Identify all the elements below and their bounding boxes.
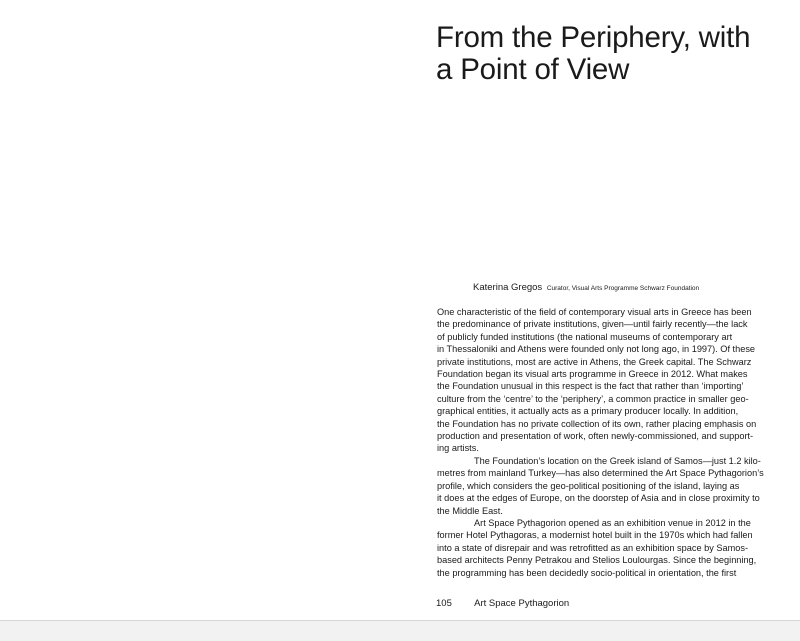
body-line: in Thessaloniki and Athens were founded only not long ago, in 1997). Of these (437, 344, 756, 355)
article-title (436, 22, 786, 86)
body-line: graphical entities, it actually acts as a primary producer locally. In addition, (437, 406, 739, 417)
author-name: Katerina Gregos (473, 282, 543, 293)
body-line: the programming has been decidedly socio-political in orientation, the first (437, 567, 737, 578)
body-line: the Middle East. (437, 505, 503, 516)
body-line: into a state of disrepair and was retrofitted as an exhibition space by Samos- (437, 542, 749, 553)
body-line: Foundation began its visual arts programme in Greece in 2012. What makes (437, 369, 748, 380)
body-line: Art Space Pythagorion opened as an exhibition venue in 2012 in the (474, 517, 751, 528)
page-footer (436, 598, 569, 610)
body-line: the Foundation has no private collection of its own, rather placing emphasis on (437, 418, 757, 429)
page-number: 105 (436, 598, 452, 609)
body-line: the Foundation unusual in this respect is the fact that rather than ‘importing’ (437, 381, 744, 392)
body-line: metres from mainland Turkey—has also determined the Art Space Pythagorion’s (437, 468, 764, 479)
body-line: The Foundation’s location on the Greek island of Samos—just 1.2 kilo- (474, 455, 761, 466)
body-line: the predominance of private institutions, given—until fairly recently—the lack (437, 319, 748, 330)
body-line: One characteristic of the field of contemporary visual arts in Greece has been (437, 307, 752, 317)
body-line: former Hotel Pythagoras, a modernist hotel built in the 1970s which had fallen (437, 530, 753, 541)
byline (473, 282, 793, 295)
article-body (437, 306, 787, 579)
body-line: ing artists. (437, 443, 479, 454)
body-line: private institutions, most are active in Athens, the Greek capital. The Schwarz (437, 356, 752, 367)
body-line: it does at the edges of Europe, on the doorstep of Asia and in close proximity to (437, 493, 760, 504)
running-title: Art Space Pythagorion (474, 598, 570, 609)
title-line: a Point of View (436, 53, 630, 86)
body-line: of publicly funded institutions (the national museums of contemporary art (437, 331, 733, 342)
body-line: culture from the ‘centre’ to the ‘periphery’, a common practice in smaller geo- (437, 393, 749, 404)
body-line: based architects Penny Petrakou and Stelios Loulourgas. Since the beginning, (437, 555, 757, 566)
page-bottom-edge (0, 620, 800, 641)
body-line: profile, which considers the geo-political positioning of the island, laying as (437, 480, 740, 491)
title-line: From the Periphery, with (436, 21, 751, 54)
author-role: Curator, Visual Arts Programme Schwarz Foundation (546, 285, 700, 292)
body-line: production and presentation of work, often newly-commissioned, and support- (437, 431, 754, 442)
